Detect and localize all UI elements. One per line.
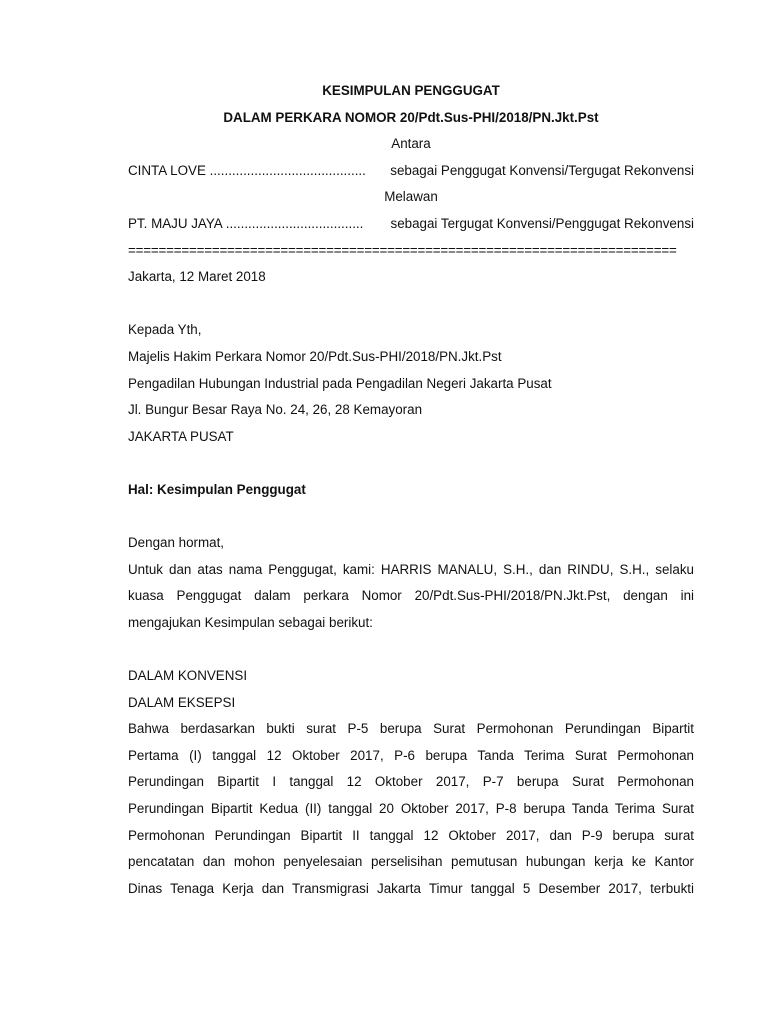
- recipient-line-3: Jl. Bungur Besar Raya No. 24, 26, 28 Kemayoran: [128, 402, 423, 418]
- body-line: Bahwa berdasarkan bukti surat P-5 berupa Surat Permohonan Perundingan Bipartit: [128, 721, 694, 737]
- body-line: Perundingan Bipartit Kedua (II) tanggal 20 Oktober 2017, P-8 berupa Tanda Terima Surat: [128, 801, 694, 817]
- melawan-label: Melawan: [384, 189, 438, 205]
- intro-line: Untuk dan atas nama Penggugat, kami: HARRIS MANALU, S.H., dan RINDU, S.H., selaku: [128, 561, 694, 577]
- greeting: Dengan hormat,: [128, 535, 225, 551]
- body-line: Dinas Tenaga Kerja dan Transmigrasi Jakarta Timur tanggal 5 Desember 2017, terbukti: [128, 880, 694, 896]
- plaintiff-role: sebagai Penggugat Konvensi/Tergugat Rekonvensi: [390, 162, 694, 178]
- plaintiff-line: [128, 158, 694, 185]
- case-heading: DALAM PERKARA NOMOR 20/Pdt.Sus-PHI/2018/PN.Jkt.Pst: [223, 109, 599, 125]
- spacer: [128, 636, 694, 663]
- recipient-salutation: Kepada Yth,: [128, 322, 202, 338]
- defendant-name: PT. MAJU JAYA .....................................: [128, 215, 364, 231]
- defendant-role: sebagai Tergugat Konvensi/Penggugat Rekonvensi: [390, 215, 694, 231]
- place-date: Jakarta, 12 Maret 2018: [128, 269, 266, 285]
- section-heading-eksepsi: DALAM EKSEPSI: [128, 694, 236, 710]
- spacer: [128, 291, 694, 318]
- separator-line: ========================================================================: [128, 242, 677, 258]
- intro-paragraph: [128, 557, 694, 637]
- recipient-line-4: JAKARTA PUSAT: [128, 428, 234, 444]
- spacer: [128, 504, 694, 531]
- intro-line: mengajukan Kesimpulan sebagai berikut:: [128, 614, 373, 630]
- body-line: Pertama (I) tanggal 12 Oktober 2017, P-6 berupa Tanda Terima Surat Permohonan: [128, 747, 694, 763]
- recipient-line-1: Majelis Hakim Perkara Nomor 20/Pdt.Sus-PHI/2018/PN.Jkt.Pst: [128, 348, 502, 364]
- defendant-line: [128, 211, 694, 238]
- body-line: pencatatan dan mohon penyelesaian perselisihan pemutusan hubungan kerja ke Kantor: [128, 854, 694, 870]
- spacer: [128, 450, 694, 477]
- antara-label: Antara: [391, 136, 431, 152]
- recipient-line-2: Pengadilan Hubungan Industrial pada Pengadilan Negeri Jakarta Pusat: [128, 375, 552, 391]
- section-heading-konvensi: DALAM KONVENSI: [128, 668, 248, 684]
- body-paragraph: [128, 716, 694, 902]
- body-line: Permohonan Perundingan Bipartit II tanggal 12 Oktober 2017, dan P-9 berupa surat: [128, 827, 694, 843]
- plaintiff-name: CINTA LOVE ..........................................: [128, 162, 366, 178]
- document-title: KESIMPULAN PENGGUGAT: [322, 83, 500, 98]
- body-line: Perundingan Bipartit I tanggal 12 Oktober 2017, P-7 berupa Surat Permohonan: [128, 774, 694, 790]
- document-body: [128, 78, 694, 902]
- intro-line: kuasa Penggugat dalam perkara Nomor 20/Pdt.Sus-PHI/2018/PN.Jkt.Pst, dengan ini: [128, 588, 694, 604]
- subject-line: Hal: Kesimpulan Penggugat: [128, 481, 306, 497]
